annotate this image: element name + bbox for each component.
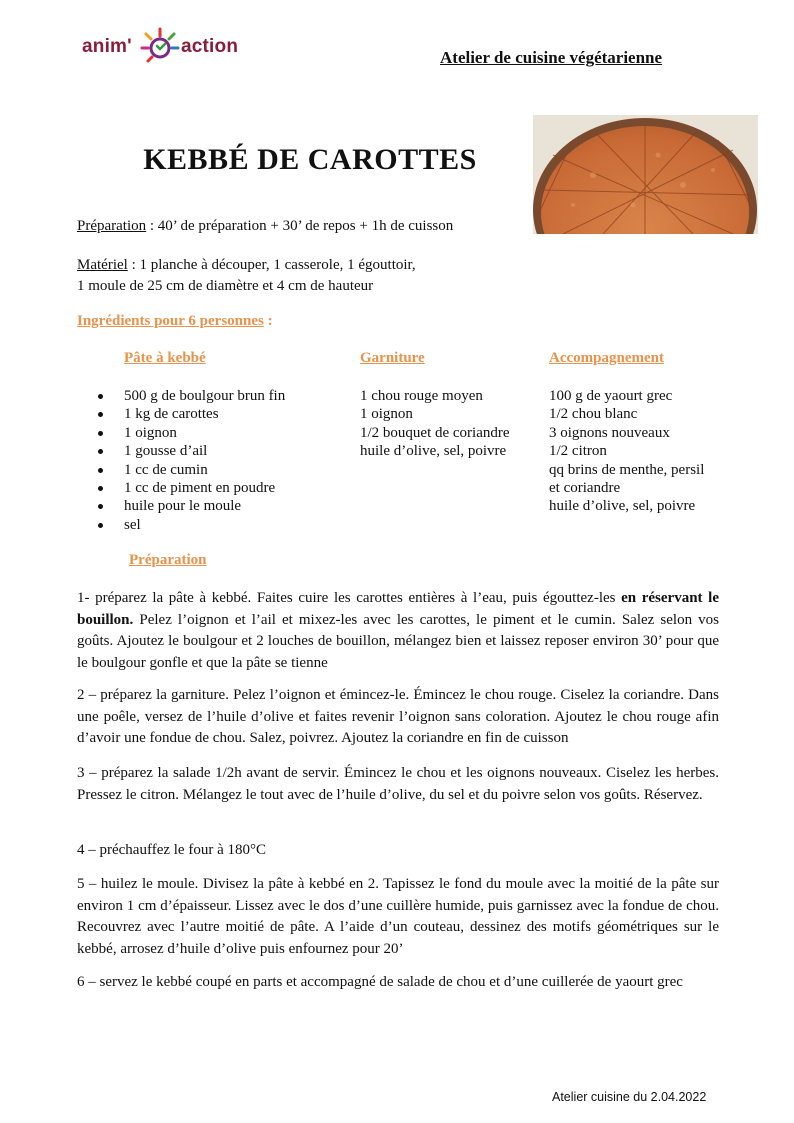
materiel-label: Matériel — [77, 257, 128, 273]
recipe-title: KEBBÉ DE CAROTTES — [143, 143, 477, 176]
garniture-list — [360, 387, 510, 461]
list-item: 100 g de yaourt grec — [549, 388, 673, 404]
preparation-time — [77, 216, 453, 237]
list-item: sel — [124, 516, 285, 534]
logo-text-left: anim' — [82, 36, 132, 57]
garniture-heading: Garniture — [360, 350, 425, 366]
pate-list — [124, 387, 285, 534]
list-item: 1/2 chou blanc — [549, 406, 638, 423]
accompagnement-list — [549, 387, 704, 516]
step-1-bold: en réservant le bouillon. — [77, 590, 719, 628]
list-item: 1 kg de carottes — [124, 405, 285, 423]
step-5: 5 – huilez le moule. Divisez la pâte à kebbé en 2. Tapissez le fond du moule avec la moitié de la pâte sur environ 1 cm d’épaisseur. Lissez avec le dos d’une cuillère humide, puis garnissez avec la fondue de chou. Recouvrez avec l’autre moitié de pâte. A l’aide d’un couteau, dessinez des motifs géométriques sur le kebbé, arrosez d’huile d’olive puis enfournez pour 20’ — [77, 876, 719, 957]
ingredients-heading — [77, 313, 273, 330]
logo-sun-icon — [138, 26, 182, 66]
header-title: Atelier de cuisine végétarienne — [440, 48, 663, 67]
step-3: 3 – préparez la salade 1/2h avant de servir. Émincez le chou et les oignons nouveaux. Ciselez les herbes. Pressez le citron. Mélangez le tout avec de l’huile d’olive, du sel et du poivre selon vos goûts. Réservez. — [77, 765, 719, 803]
list-item: huile d’olive, sel, poivre — [549, 498, 696, 515]
pate-heading: Pâte à kebbé — [124, 350, 206, 366]
list-item: 1 gousse d’ail — [124, 442, 285, 460]
footer-date: Atelier cuisine du 2.04.2022 — [552, 1090, 707, 1104]
list-item: qq brins de menthe, persil — [549, 461, 705, 478]
accompagnement-heading: Accompagnement — [549, 350, 664, 366]
ingredients-heading-suffix: : — [263, 313, 273, 329]
step-2: 2 – préparez la garniture. Pelez l’oignon et émincez-le. Émincez le chou rouge. Ciselez la coriandre. Dans une poêle, versez de l’huile d’olive et faites revenir l’oignon sans coloration. Ajoutez le chou rouge afin d’avoir une fondue de chou. Salez, poivrez. Ajoutez la coriandre en fin de cuisson — [77, 687, 719, 746]
list-item: huile d’olive, sel, poivre — [360, 443, 507, 460]
list-item: 1/2 citron — [549, 443, 607, 460]
preparation-heading: Préparation — [129, 552, 207, 568]
step-4: 4 – préchauffez le four à 180°C — [77, 842, 266, 858]
preparation-text: : 40’ de préparation + 30’ de repos + 1h de cuisson — [146, 218, 454, 234]
materiel-block — [77, 255, 416, 297]
list-item: et coriandre — [549, 480, 621, 497]
list-item: 1 cc de piment en poudre — [124, 479, 285, 497]
list-item: 1/2 bouquet de coriandre — [360, 424, 510, 441]
list-item: 500 g de boulgour brun fin — [124, 387, 285, 405]
list-item: 1 cc de cumin — [124, 461, 285, 479]
preparation-label: Préparation — [77, 218, 147, 234]
logo-text-right: action — [181, 36, 239, 57]
list-item: 1 oignon — [360, 406, 413, 423]
materiel-line1: : 1 planche à découper, 1 casserole, 1 égouttoir, — [127, 257, 416, 273]
step-1: 1- préparez la pâte à kebbé. Faites cuire les carottes entières à l’eau, puis égouttez-les en réservant le bouillon. Pelez l’oignon et l’ail et mixez-les avec les carottes, le piment et le cumin. Salez selon vos goûts. Ajoutez le boulgour et 2 louches de bouillon, mélangez bien et laissez reposer environ 30’ pour que le boulgour gonfle et que la pâte se tienne — [77, 590, 719, 671]
materiel-line2: 1 moule de 25 cm de diamètre et 4 cm de hauteur — [77, 278, 374, 294]
list-item: 3 oignons nouveaux — [549, 424, 670, 441]
step-6: 6 – servez le kebbé coupé en parts et accompagné de salade de chou et d’une cuillerée de yaourt grec — [77, 974, 683, 990]
list-item: huile pour le moule — [124, 497, 285, 515]
ingredients-heading-label: Ingrédients pour 6 personnes — [77, 313, 264, 329]
list-item: 1 chou rouge moyen — [360, 388, 483, 404]
logo — [82, 26, 257, 66]
list-item: 1 oignon — [124, 424, 285, 442]
